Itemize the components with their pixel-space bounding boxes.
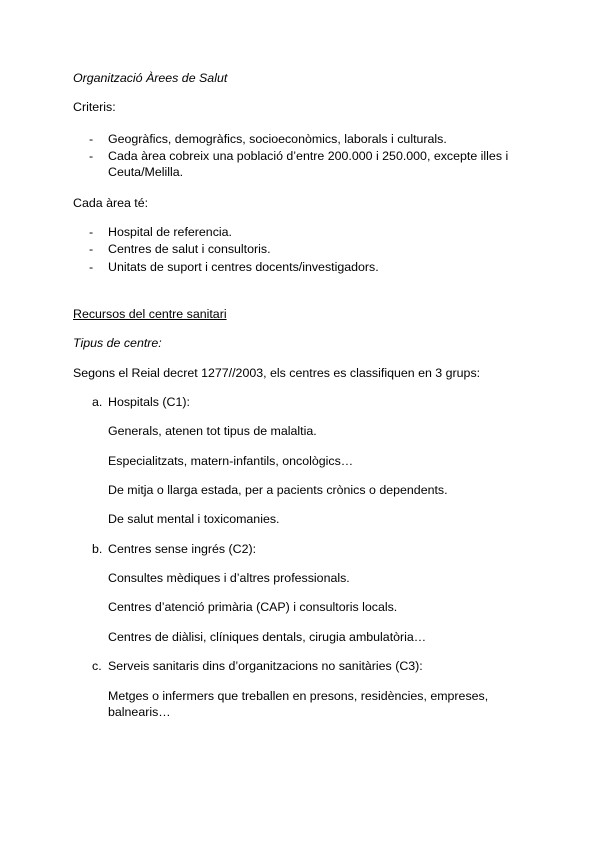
bullet-dash: - bbox=[89, 132, 94, 146]
cada-area-label: Cada àrea té: bbox=[73, 196, 149, 210]
group-item: De salut mental i toxicomanies. bbox=[108, 512, 280, 526]
criteris-label: Criteris: bbox=[73, 100, 116, 114]
group-item: Centres de diàlisi, clíniques dentals, cirugia ambulatòria… bbox=[108, 630, 427, 644]
list-item: Cada àrea cobreix una població d’entre 200.000 i 250.000, excepte illes i Ceuta/Melilla. bbox=[108, 149, 509, 179]
list-item: Hospital de referencia. bbox=[108, 225, 232, 239]
group-item: Metges o infermers que treballen en presons, residències, empreses, balnearis… bbox=[108, 689, 489, 719]
list-letter: c. bbox=[92, 659, 102, 673]
group-item: Generals, atenen tot tipus de malaltia. bbox=[108, 424, 317, 438]
group-item: Consultes mèdiques i d’altres professionals. bbox=[108, 571, 350, 585]
group-item: Centres d’atenció primària (CAP) i consultoris locals. bbox=[108, 600, 398, 614]
intro-paragraph: Segons el Reial decret 1277//2003, els centres es classifiquen en 3 grups: bbox=[73, 366, 481, 380]
group-title: Hospitals (C1): bbox=[108, 395, 190, 409]
group-title: Centres sense ingrés (C2): bbox=[108, 542, 257, 556]
group-title: Serveis sanitaris dins d’organitzacions no sanitàries (C3): bbox=[108, 659, 423, 673]
list-item: Unitats de suport i centres docents/investigadors. bbox=[108, 260, 379, 274]
group-item: Especialitzats, matern-infantils, oncològics… bbox=[108, 454, 354, 468]
list-letter: a. bbox=[92, 395, 103, 409]
bullet-dash: - bbox=[89, 149, 94, 163]
tipus-label: Tipus de centre: bbox=[73, 336, 162, 350]
bullet-dash: - bbox=[89, 225, 94, 239]
doc-title: Organització Àrees de Salut bbox=[73, 71, 228, 85]
list-item: Geogràfics, demogràfics, socioeconòmics, laborals i culturals. bbox=[108, 132, 447, 146]
bullet-dash: - bbox=[89, 242, 94, 256]
group-item: De mitja o llarga estada, per a pacients crònics o dependents. bbox=[108, 483, 448, 497]
recursos-heading: Recursos del centre sanitari bbox=[73, 307, 227, 321]
list-letter: b. bbox=[92, 542, 103, 556]
list-item: Centres de salut i consultoris. bbox=[108, 242, 271, 256]
bullet-dash: - bbox=[89, 260, 94, 274]
